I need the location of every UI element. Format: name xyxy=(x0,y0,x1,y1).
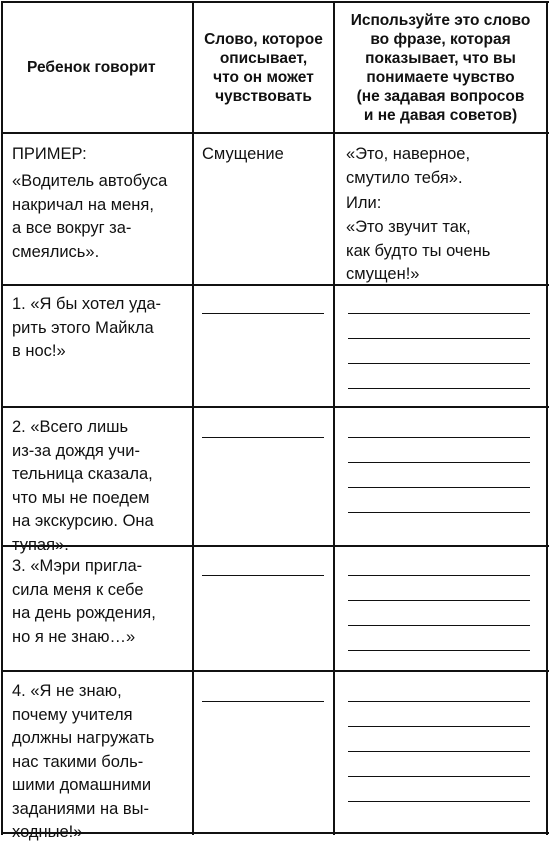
row-4-phrase-blank-1[interactable] xyxy=(348,701,530,702)
example-quote: «Водитель автобуса накричал на меня, а все вокруг за- смеялись». xyxy=(12,172,168,261)
row-4-phrase-blank-4[interactable] xyxy=(348,776,530,777)
row-2-phrase-blank-3[interactable] xyxy=(348,487,530,488)
row-3-phrase-blank-3[interactable] xyxy=(348,625,530,626)
row-divider-3 xyxy=(1,670,549,672)
row-3-phrase-blank-1[interactable] xyxy=(348,575,530,576)
row-2-phrase-blank-4[interactable] xyxy=(348,512,530,513)
row-3-phrase-blank-2[interactable] xyxy=(348,600,530,601)
row-4-quote: 4. «Я не знаю, почему учителя должны нагружать нас такими боль- шими домашними заданиями на вы- ходные!» xyxy=(12,682,155,841)
row-1-phrase-blank-3[interactable] xyxy=(348,363,530,364)
row-1-word-blank[interactable] xyxy=(202,313,324,314)
header-feeling-word: Слово, которое описывает, что он может чувствовать xyxy=(204,30,323,105)
example-phrase-2: «Это звучит так, как будто ты очень смущен!» xyxy=(346,218,491,283)
row-1-phrase-blank-1[interactable] xyxy=(348,313,530,314)
header-phrase: Используйте это слово во фразе, которая показывает, что вы понимаете чувство (не задавая вопросов и не давая советов) xyxy=(350,11,531,124)
table-border-right xyxy=(546,1,548,835)
row-3-quote: 3. «Мэри пригла- сила меня к себе на день рождения, но я не знаю…» xyxy=(12,557,156,646)
row-2-phrase-blank-2[interactable] xyxy=(348,462,530,463)
row-3-phrase-blank-4[interactable] xyxy=(348,650,530,651)
row-divider-1 xyxy=(1,406,549,408)
row-divider-header xyxy=(1,132,549,134)
row-3-word-blank[interactable] xyxy=(202,575,324,576)
row-1-phrase-blank-2[interactable] xyxy=(348,338,530,339)
example-feeling-word: Смущение xyxy=(202,145,284,163)
row-1-phrase-blank-4[interactable] xyxy=(348,388,530,389)
row-4-phrase-blank-5[interactable] xyxy=(348,801,530,802)
row-1-quote: 1. «Я бы хотел уда- рить этого Майкла в нос!» xyxy=(12,295,162,360)
row-2-phrase-blank-1[interactable] xyxy=(348,437,530,438)
row-4-word-blank[interactable] xyxy=(202,701,324,702)
row-4-phrase-blank-2[interactable] xyxy=(348,726,530,727)
row-4-phrase-blank-3[interactable] xyxy=(348,751,530,752)
example-phrase-1: «Это, наверное, смутило тебя». xyxy=(346,145,471,187)
example-or: Или: xyxy=(346,194,382,212)
header-child-says: Ребенок говорит xyxy=(27,59,156,76)
row-2-quote: 2. «Всего лишь из-за дождя учи- тельница сказала, что мы не поедем на экскурсию. Она тупая». xyxy=(12,418,154,554)
example-label: ПРИМЕР: xyxy=(12,145,87,163)
row-2-word-blank[interactable] xyxy=(202,437,324,438)
